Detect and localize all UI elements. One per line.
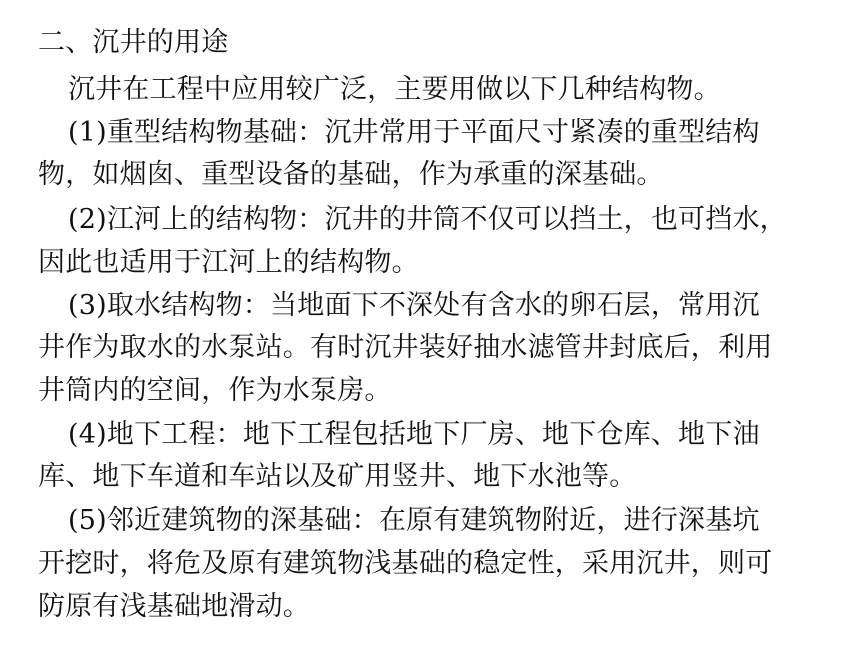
intro-paragraph: 沉井在工程中应用较广泛，主要用做以下几种结构物。 bbox=[68, 74, 721, 105]
item-2-line-1: (2)江河上的结构物：沉井的井筒不仅可以挡土，也可挡水， bbox=[68, 204, 787, 235]
item-3-line-2: 井作为取水的水泵站。有时沉井装好抽水滤管井封底后，利用 bbox=[38, 332, 773, 363]
item-3-line-3: 井筒内的空间，作为水泵房。 bbox=[38, 375, 392, 406]
item-4-line-1: (4)地下工程：地下工程包括地下厂房、地下仓库、地下油 bbox=[68, 419, 760, 450]
item-1-line-2: 物，如烟囱、重型设备的基础，作为承重的深基础。 bbox=[38, 159, 664, 190]
item-1-line-1: (1)重型结构物基础：沉井常用于平面尺寸紧凑的重型结构 bbox=[68, 117, 760, 148]
item-3-line-1: (3)取水结构物：当地面下不深处有含水的卵石层，常用沉 bbox=[68, 290, 760, 321]
item-5-line-2: 开挖时，将危及原有建筑物浅基础的稳定性，采用沉井，则可 bbox=[38, 548, 773, 579]
item-5-line-3: 防原有浅基础地滑动。 bbox=[38, 591, 310, 622]
item-2-line-2: 因此也适用于江河上的结构物。 bbox=[38, 247, 419, 278]
section-heading: 二、沉井的用途 bbox=[38, 27, 229, 58]
item-4-line-2: 库、地下车道和车站以及矿用竖井、地下水池等。 bbox=[38, 461, 637, 492]
item-5-line-1: (5)邻近建筑物的深基础：在原有建筑物附近，进行深基坑 bbox=[68, 505, 760, 536]
